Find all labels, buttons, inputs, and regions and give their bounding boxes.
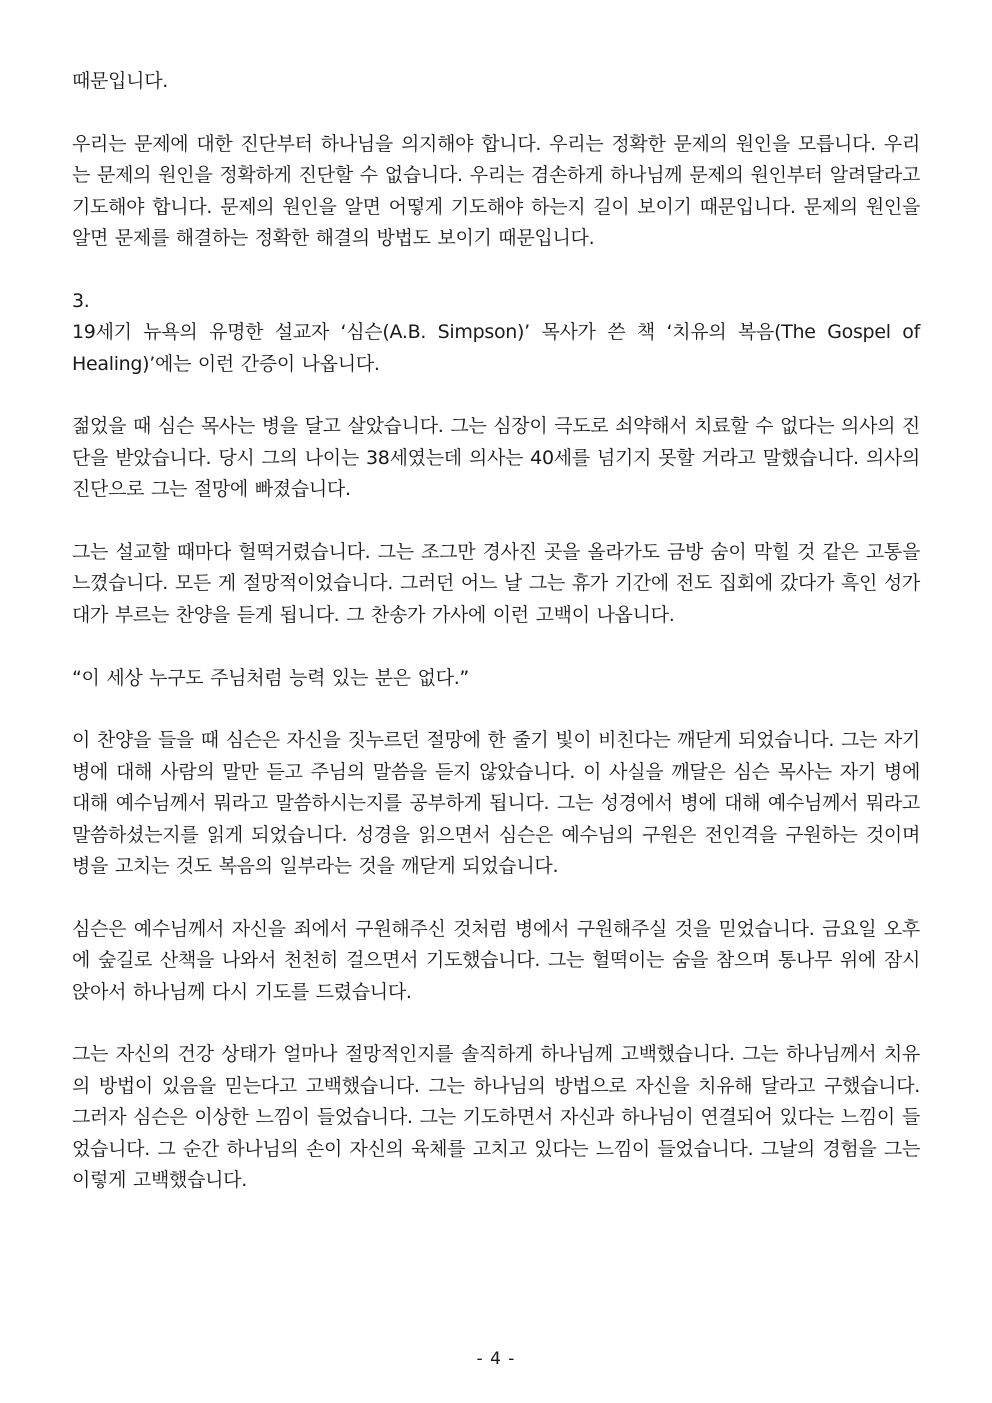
paragraph-diagnosis: 우리는 문제에 대한 진단부터 하나님을 의지해야 합니다. 우리는 정확한 문제의 원인을 모릅니다. 우리는 문제의 원인을 정확하게 진단할 수 없습니다. 우리는 겸손하게 하나님께 문제의 원인부터 알려달라고 기도해야 합니다. 문제의 원인을 알면 어떻게 기도해야 하는지 길이 보이기 때문입니다. 문제의 원인을 알면 문제를 해결하는 정확한 해결의 방법도 보이기 때문입니다. bbox=[72, 132, 920, 250]
paragraph-simpson-illness: 젊었을 때 심슨 목사는 병을 달고 살았습니다. 그는 심장이 극도로 쇠약해서 치료할 수 없다는 의사의 진단을 받았습니다. 당시 그의 나이는 38세였는데 의사는 40세를 넘기지 못할 거라고 말했습니다. 의사의 진단으로 그는 절망에 빠졌습니다. bbox=[72, 415, 920, 501]
paragraph-realization: 이 찬양을 들을 때 심슨은 자신을 짓누르던 절망에 한 줄기 빛이 비친다는 깨닫게 되었습니다. 그는 자기 병에 대해 사람의 말만 듣고 주님의 말씀을 듣지 않았습니다. 이 사실을 깨달은 심슨 목사는 자기 병에 대해 예수님께서 뭐라고 말씀하시는지를 공부하게 됩니다. 그는 성경에서 병에 대해 예수님께서 뭐라고 말씀하셨는지를 읽게 되었습니다. 성경을 읽으면서 심슨은 예수님의 구원은 전인격을 구원하는 것이며 병을 고치는 것도 복음의 일부라는 것을 깨닫게 되었습니다. bbox=[72, 729, 920, 878]
paragraph-faith: 심슨은 예수님께서 자신을 죄에서 구원해주신 것처럼 병에서 구원해주실 것을 믿었습니다. 금요일 오후에 숲길로 산책을 나와서 천천히 걸으면서 기도했습니다. 그는 헐떡이는 숨을 참으며 통나무 위에 잠시 앉아서 하나님께 다시 기도를 드렸습니다. bbox=[72, 917, 920, 1003]
paragraph-confession: 그는 자신의 건강 상태가 얼마나 절망적인지를 솔직하게 하나님께 고백했습니다. 그는 하나님께서 치유의 방법이 있음을 믿는다고 고백했습니다. 그는 하나님의 방법으로 자신을 치유해 달라고 구했습니다. 그러자 심슨은 이상한 느낌이 들었습니다. 그는 기도하면서 자신과 하나님이 연결되어 있다는 느낌이 들었습니다. 그 순간 하나님의 손이 자신의 육체를 고치고 있다는 느낌이 들었습니다. 그날의 경험을 그는 이렇게 고백했습니다. bbox=[72, 1043, 920, 1192]
paragraph-simpson-struggle: 그는 설교할 때마다 헐떡거렸습니다. 그는 조그만 경사진 곳을 올라가도 금방 숨이 막힐 것 같은 고통을 느꼈습니다. 모든 게 절망적이었습니다. 그러던 어느 날 그는 휴가 기간에 전도 집회에 갔다가 흑인 성가대가 부르는 찬양을 듣게 됩니다. 그 찬송가 가사에 이런 고백이 나옵니다. bbox=[72, 541, 920, 626]
paragraph-continuation: 때문입니다. bbox=[72, 70, 169, 92]
paragraph-hymn-quote: “이 세상 누구도 주님처럼 능력 있는 분은 없다.” bbox=[72, 666, 469, 689]
paragraph-simpson-intro: 19세기 뉴욕의 유명한 설교자 ‘심슨(A.B. Simpson)’ 목사가 쓴 책 ‘치유의 복음(The Gospel of Healing)’에는 이런 간증이 나옵니다. bbox=[72, 321, 920, 375]
section-number: 3. bbox=[72, 289, 90, 312]
page-number: - 4 - bbox=[476, 1349, 516, 1369]
document-page bbox=[72, 66, 920, 1228]
